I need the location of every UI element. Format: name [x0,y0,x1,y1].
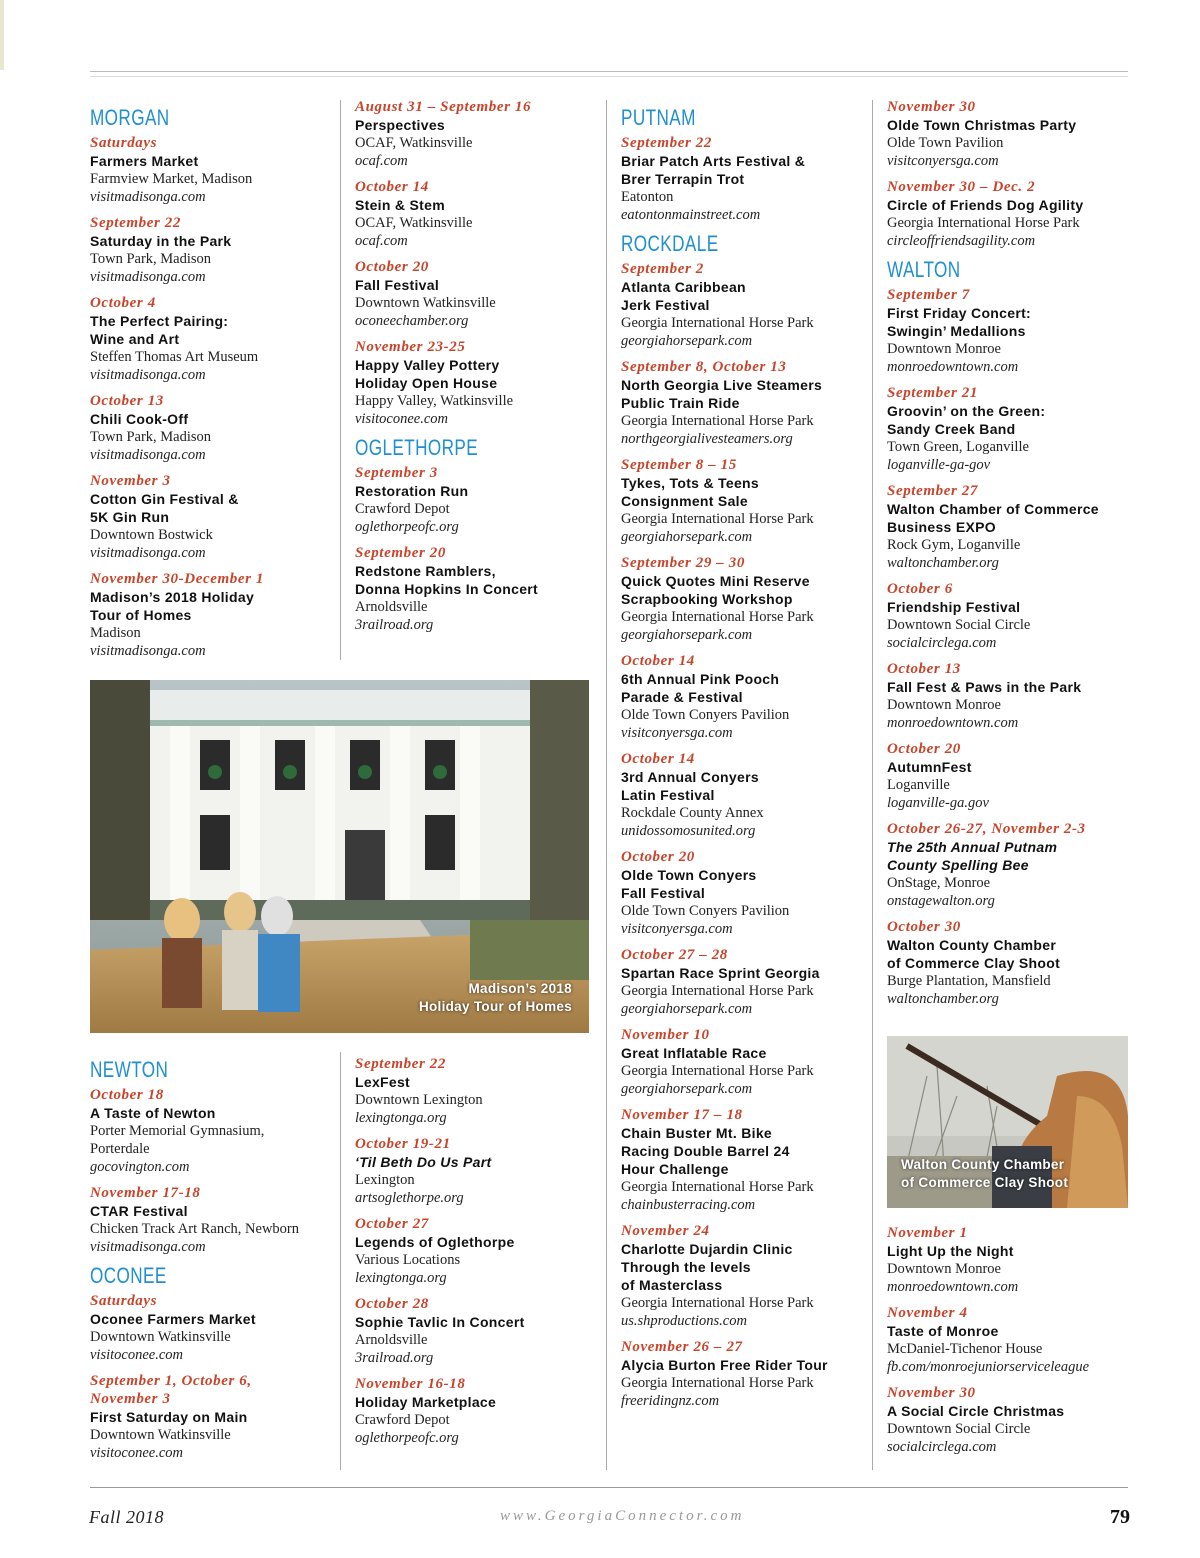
event-venue: Downtown Social Circle [887,1421,1031,1437]
event-url[interactable]: georgiahorsepark.com [621,1081,753,1097]
event-title: Charlotte Dujardin Clinic [621,1241,793,1257]
caption-line: Madison’s 2018 [468,981,572,996]
event-venue: Olde Town Conyers Pavilion [621,903,790,919]
event-title: CTAR Festival [90,1203,188,1219]
event-entry [355,1135,595,1207]
event-title: Public Train Ride [621,395,740,411]
event-title: Briar Patch Arts Festival & [621,153,806,169]
column-divider [340,100,341,660]
event-date: September 21 [887,385,978,401]
event-venue: Downtown Social Circle [887,617,1031,633]
event-date: September 22 [355,1056,446,1072]
issue-label: Fall 2018 [89,1507,164,1527]
event-entry [621,750,871,840]
event-entry [887,740,1137,812]
event-title: Brer Terrapin Trot [621,171,745,187]
event-entry [90,294,330,384]
event-entry [90,214,330,286]
event-entry [621,946,871,1018]
event-url[interactable]: visitoconee.com [90,1445,184,1461]
event-date: November 1 [887,1225,968,1241]
event-date: October 13 [887,661,961,677]
event-entry [621,260,871,350]
event-entry [887,286,1137,376]
event-url[interactable]: visitmadisonga.com [90,367,206,383]
event-date: September 20 [355,545,446,561]
event-url[interactable]: eatontonmainstreet.com [621,207,761,223]
event-title: AutumnFest [887,759,972,775]
event-title: Redstone Ramblers, [355,563,496,579]
event-entry [621,554,871,644]
event-url[interactable]: socialcirclega.com [887,1439,997,1455]
event-venue: Downtown Monroe [887,341,1001,357]
section-heading: WALTON [887,257,961,282]
event-title: Parade & Festival [621,689,743,705]
event-venue: Georgia International Horse Park [621,1063,814,1079]
event-entry [355,258,595,330]
event-title: Friendship Festival [887,599,1021,615]
event-title: Olde Town Christmas Party [887,117,1077,133]
event-title: Donna Hopkins In Concert [355,581,538,597]
event-date: November 30-December 1 [90,571,264,587]
event-venue: Georgia International Horse Park [621,1179,814,1195]
event-title: Atlanta Caribbean [621,279,746,295]
event-venue: Farmview Market, Madison [90,171,253,187]
photo-clay-shoot-caption [901,1156,1068,1192]
event-url[interactable]: visitmadisonga.com [90,189,206,205]
event-date: September 29 – 30 [621,555,745,571]
event-title: Taste of Monroe [887,1323,999,1339]
event-date: October 28 [355,1296,429,1312]
event-url[interactable]: chainbusterracing.com [621,1197,756,1213]
event-date: November 30 – Dec. 2 [887,179,1036,195]
event-url[interactable]: oglethorpeofc.org [355,1430,459,1446]
event-title: Chain Buster Mt. Bike [621,1125,772,1141]
event-title: A Taste of Newton [90,1105,216,1121]
event-venue: Porterdale [90,1141,150,1157]
event-date: November 24 [621,1223,710,1239]
event-title: Groovin’ on the Green: [887,403,1046,419]
photo-clay-shoot [887,1036,1128,1208]
event-entry [887,1384,1137,1456]
event-url[interactable]: visitmadisonga.com [90,643,206,659]
event-url[interactable]: northgeorgialivesteamers.org [621,431,793,447]
event-date: Saturdays [90,1293,158,1309]
event-url[interactable]: monroedowntown.com [887,359,1019,375]
event-venue: Various Locations [355,1252,461,1268]
event-title: Oconee Farmers Market [90,1311,256,1327]
event-entry [887,384,1137,474]
event-entry [90,1292,330,1364]
event-entry [90,1086,330,1176]
event-title: Through the levels [621,1259,751,1275]
event-title: Holiday Marketplace [355,1394,497,1410]
event-entry [887,918,1137,1008]
event-url[interactable]: waltonchamber.org [887,555,999,571]
event-entry [887,1224,1137,1296]
event-entry [621,652,871,742]
event-entry [887,98,1137,170]
event-title: 5K Gin Run [90,509,170,525]
event-url[interactable]: visitconyersga.com [621,921,733,937]
event-url[interactable]: lexingtonga.org [355,1110,447,1126]
column-oconee-oglethorpe [355,98,595,642]
event-entry [355,178,595,250]
event-venue: Steffen Thomas Art Museum [90,349,259,365]
event-url[interactable]: monroedowntown.com [887,715,1019,731]
event-title: First Saturday on Main [90,1409,248,1425]
event-date: October 14 [355,179,429,195]
event-title: Walton Chamber of Commerce [887,501,1099,517]
event-url[interactable]: visitconyersga.com [887,153,999,169]
event-date: September 27 [887,483,978,499]
event-date: November 17 – 18 [621,1107,743,1123]
event-title: Stein & Stem [355,197,445,213]
event-title: of Masterclass [621,1277,723,1293]
event-url[interactable]: gocovington.com [90,1159,190,1175]
event-title: Swingin’ Medallions [887,323,1026,339]
event-entry [90,134,330,206]
event-venue: Georgia International Horse Park [621,1375,814,1391]
event-title: of Commerce Clay Shoot [887,955,1061,971]
event-venue: Georgia International Horse Park [621,983,814,999]
event-date: October 18 [90,1087,164,1103]
event-title: Restoration Run [355,483,469,499]
event-url[interactable]: georgiahorsepark.com [621,529,753,545]
event-url[interactable]: georgiahorsepark.com [621,333,753,349]
event-date: September 22 [621,135,712,151]
event-title: Sophie Tavlic In Concert [355,1314,525,1330]
event-entry [355,464,595,536]
event-date: November 26 – 27 [621,1339,743,1355]
event-title: Quick Quotes Mini Reserve [621,573,810,589]
event-title: North Georgia Live Steamers [621,377,823,393]
column-newton-oconee [90,1056,330,1470]
event-title: Fall Festival [621,885,706,901]
event-url[interactable]: loganville-ga.gov [887,795,989,811]
event-date: November 30 [887,1385,976,1401]
event-date: October 26-27, November 2-3 [887,821,1086,837]
event-entry [621,1338,871,1410]
event-title: Tour of Homes [90,607,192,623]
event-url[interactable]: loganville-ga-gov [887,457,991,473]
website-link[interactable]: www.GeorgiaConnector.com [500,1508,745,1524]
event-title: Tykes, Tots & Teens [621,475,759,491]
event-date: November 10 [621,1027,710,1043]
event-entry [621,358,871,448]
section-heading: MORGAN [90,105,170,130]
event-entry [90,1372,330,1462]
section-heading: OGLETHORPE [355,435,479,460]
event-entry [355,338,595,428]
event-url[interactable]: 3railroad.org [355,617,434,633]
event-title: The 25th Annual Putnam [887,839,1058,855]
event-entry [887,580,1137,652]
event-entry [90,472,330,562]
event-url[interactable]: unidossomosunited.org [621,823,756,839]
event-venue: Georgia International Horse Park [621,1295,814,1311]
event-date: October 20 [887,741,961,757]
event-title: Madison’s 2018 Holiday [90,589,255,605]
event-venue: Loganville [887,777,950,793]
event-venue: Olde Town Pavilion [887,135,1004,151]
event-date: October 27 – 28 [621,947,728,963]
event-title: Scrapbooking Workshop [621,591,793,607]
event-venue: Happy Valley, Watkinsville [355,393,514,409]
event-entry [621,848,871,938]
event-title: Business EXPO [887,519,996,535]
event-url[interactable]: oconeechamber.org [355,313,469,329]
event-entry [887,820,1137,910]
event-entry [621,1106,871,1214]
event-title: Wine and Art [90,331,180,347]
column-divider [872,100,873,1470]
caption-line: Holiday Tour of Homes [418,999,572,1014]
event-url[interactable]: fb.com/monroejuniorserviceleague [887,1359,1090,1375]
event-entry [355,1375,595,1447]
event-date: October 14 [621,653,695,669]
event-title: A Social Circle Christmas [887,1403,1065,1419]
event-venue: Downtown Bostwick [90,527,213,543]
event-entry [355,544,595,634]
event-venue: Georgia International Horse Park [621,609,814,625]
event-url[interactable]: visitoconee.com [90,1347,184,1363]
caption-line: Walton County Chamber [901,1157,1065,1172]
event-venue: Town Park, Madison [90,251,212,267]
event-title: First Friday Concert: [887,305,1031,321]
event-title: Saturday in the Park [90,233,232,249]
event-url[interactable]: visitconyersga.com [621,725,733,741]
event-title: LexFest [355,1074,411,1090]
event-date: November 4 [887,1305,968,1321]
event-entry [90,392,330,464]
event-venue: Town Green, Loganville [887,439,1029,455]
event-date: September 1, October 6, [90,1373,252,1389]
event-url[interactable]: visitmadisonga.com [90,447,206,463]
event-title: Chili Cook-Off [90,411,189,427]
event-date: September 7 [887,287,970,303]
event-title: Consignment Sale [621,493,748,509]
event-date: August 31 – September 16 [355,99,532,115]
event-entry [355,98,595,170]
event-venue: Georgia International Horse Park [887,215,1080,231]
event-url[interactable]: circleoffriendsagility.com [887,233,1036,249]
event-url[interactable]: us.shproductions.com [621,1313,747,1329]
event-url[interactable]: waltonchamber.org [887,991,999,1007]
event-date: October 6 [887,581,953,597]
event-entry [887,1304,1137,1376]
section-heading: NEWTON [90,1057,169,1082]
event-url[interactable]: georgiahorsepark.com [621,1001,753,1017]
event-venue: Arnoldsville [355,599,428,615]
caption-line: of Commerce Clay Shoot [901,1175,1069,1190]
event-venue: Eatonton [621,189,674,205]
event-date: October 20 [355,259,429,275]
event-venue: McDaniel-Tichenor House [887,1341,1043,1357]
event-title: Fall Fest & Paws in the Park [887,679,1082,695]
event-date: November 30 [887,99,976,115]
event-title: Great Inflatable Race [621,1045,767,1061]
event-date: September 8 – 15 [621,457,737,473]
event-entry [621,134,871,224]
event-title: Jerk Festival [621,297,710,313]
event-title: Hour Challenge [621,1161,729,1177]
event-url[interactable]: onstagewalton.org [887,893,995,909]
event-date: Saturdays [90,135,158,151]
event-url[interactable]: visitmadisonga.com [90,269,206,285]
event-entry [355,1215,595,1287]
event-title: Cotton Gin Festival & [90,491,239,507]
event-venue: Downtown Watkinsville [90,1329,231,1345]
event-title: Spartan Race Sprint Georgia [621,965,820,981]
event-date: October 4 [90,295,156,311]
column-morgan [90,104,330,668]
column-divider [340,1052,341,1470]
event-title: ‘Til Beth Do Us Part [355,1154,492,1170]
event-entry [355,1295,595,1367]
event-title: The Perfect Pairing: [90,313,229,329]
event-url[interactable]: visitmadisonga.com [90,1239,206,1255]
event-date: September 3 [355,465,438,481]
event-entry [621,1222,871,1330]
event-venue: Porter Memorial Gymnasium, [90,1123,265,1139]
event-date: September 8, October 13 [621,359,787,375]
event-title: 6th Annual Pink Pooch [621,671,780,687]
column-putnam-rockdale [621,104,871,1418]
event-entry [887,482,1137,572]
event-title: Walton County Chamber [887,937,1057,953]
header-rule-thin [90,76,1128,77]
event-venue: Town Park, Madison [90,429,212,445]
event-venue: Georgia International Horse Park [621,413,814,429]
event-venue: Georgia International Horse Park [621,511,814,527]
photo-madison-caption [419,980,572,1016]
event-url[interactable]: monroedowntown.com [887,1279,1019,1295]
event-venue: Downtown Lexington [355,1092,483,1108]
event-title: Perspectives [355,117,445,133]
event-date: October 19-21 [355,1136,451,1152]
event-entry [355,1055,595,1127]
event-date: November 3 [90,1391,171,1407]
event-venue: Chicken Track Art Ranch, Newborn [90,1221,300,1237]
event-venue: Rockdale County Annex [621,805,764,821]
event-venue: Crawford Depot [355,501,450,517]
photo-madison-holiday-tour [90,680,589,1033]
event-title: Happy Valley Pottery [355,357,500,373]
event-venue: OnStage, Monroe [887,875,991,891]
event-title: Olde Town Conyers [621,867,757,883]
event-title: Alycia Burton Free Rider Tour [621,1357,828,1373]
event-venue: Burge Plantation, Mansfield [887,973,1051,989]
page-number: 79 [1110,1506,1130,1528]
event-url[interactable]: 3railroad.org [355,1350,434,1366]
event-venue: Downtown Monroe [887,697,1001,713]
event-title: Holiday Open House [355,375,498,391]
event-title: Circle of Friends Dog Agility [887,197,1084,213]
event-title: Farmers Market [90,153,199,169]
event-url[interactable]: oglethorpeofc.org [355,519,459,535]
event-entry [621,1026,871,1098]
event-venue: OCAF, Watkinsville [355,135,473,151]
column-walton [887,98,1137,1016]
column-walton-cont [887,1224,1137,1464]
event-date: October 30 [887,919,961,935]
event-title: Light Up the Night [887,1243,1014,1259]
event-url[interactable]: artsoglethorpe.org [355,1190,464,1206]
event-venue: Georgia International Horse Park [621,315,814,331]
event-venue: Rock Gym, Loganville [887,537,1021,553]
event-venue: Arnoldsville [355,1332,428,1348]
event-title: Fall Festival [355,277,440,293]
event-date: October 27 [355,1216,429,1232]
event-url[interactable]: visitmadisonga.com [90,545,206,561]
event-venue: Olde Town Conyers Pavilion [621,707,790,723]
event-entry [90,570,330,660]
event-url[interactable]: ocaf.com [355,233,408,249]
event-date: September 22 [90,215,181,231]
event-date: September 2 [621,261,704,277]
event-date: November 3 [90,473,171,489]
event-url[interactable]: socialcirclega.com [887,635,997,651]
event-title: Legends of Oglethorpe [355,1234,515,1250]
section-heading: PUTNAM [621,105,696,130]
event-venue: Downtown Watkinsville [355,295,496,311]
event-date: November 16-18 [355,1376,466,1392]
column-divider [606,100,607,1470]
event-date: October 20 [621,849,695,865]
event-url[interactable]: lexingtonga.org [355,1270,447,1286]
event-date: October 13 [90,393,164,409]
event-venue: OCAF, Watkinsville [355,215,473,231]
section-heading: ROCKDALE [621,231,719,256]
footer-rule [90,1487,1128,1488]
event-url[interactable]: georgiahorsepark.com [621,627,753,643]
section-heading: OCONEE [90,1263,167,1288]
event-venue: Madison [90,625,141,641]
page-edge-accent [0,0,4,70]
event-entry [90,1184,330,1256]
event-venue: Downtown Watkinsville [90,1427,231,1443]
event-venue: Downtown Monroe [887,1261,1001,1277]
event-title: 3rd Annual Conyers [621,769,759,785]
column-oglethorpe-cont [355,1055,595,1455]
event-url[interactable]: visitoconee.com [355,411,449,427]
event-venue: Lexington [355,1172,415,1188]
event-title: County Spelling Bee [887,857,1029,873]
event-entry [887,660,1137,732]
event-venue: Crawford Depot [355,1412,450,1428]
event-entry [887,178,1137,250]
header-rule [90,71,1128,72]
event-url[interactable]: freeridingnz.com [621,1393,720,1409]
event-date: November 23-25 [355,339,466,355]
event-title: Latin Festival [621,787,715,803]
event-date: November 17-18 [90,1185,201,1201]
event-entry [621,456,871,546]
event-title: Racing Double Barrel 24 [621,1143,790,1159]
event-date: October 14 [621,751,695,767]
event-title: Sandy Creek Band [887,421,1016,437]
event-url[interactable]: ocaf.com [355,153,408,169]
